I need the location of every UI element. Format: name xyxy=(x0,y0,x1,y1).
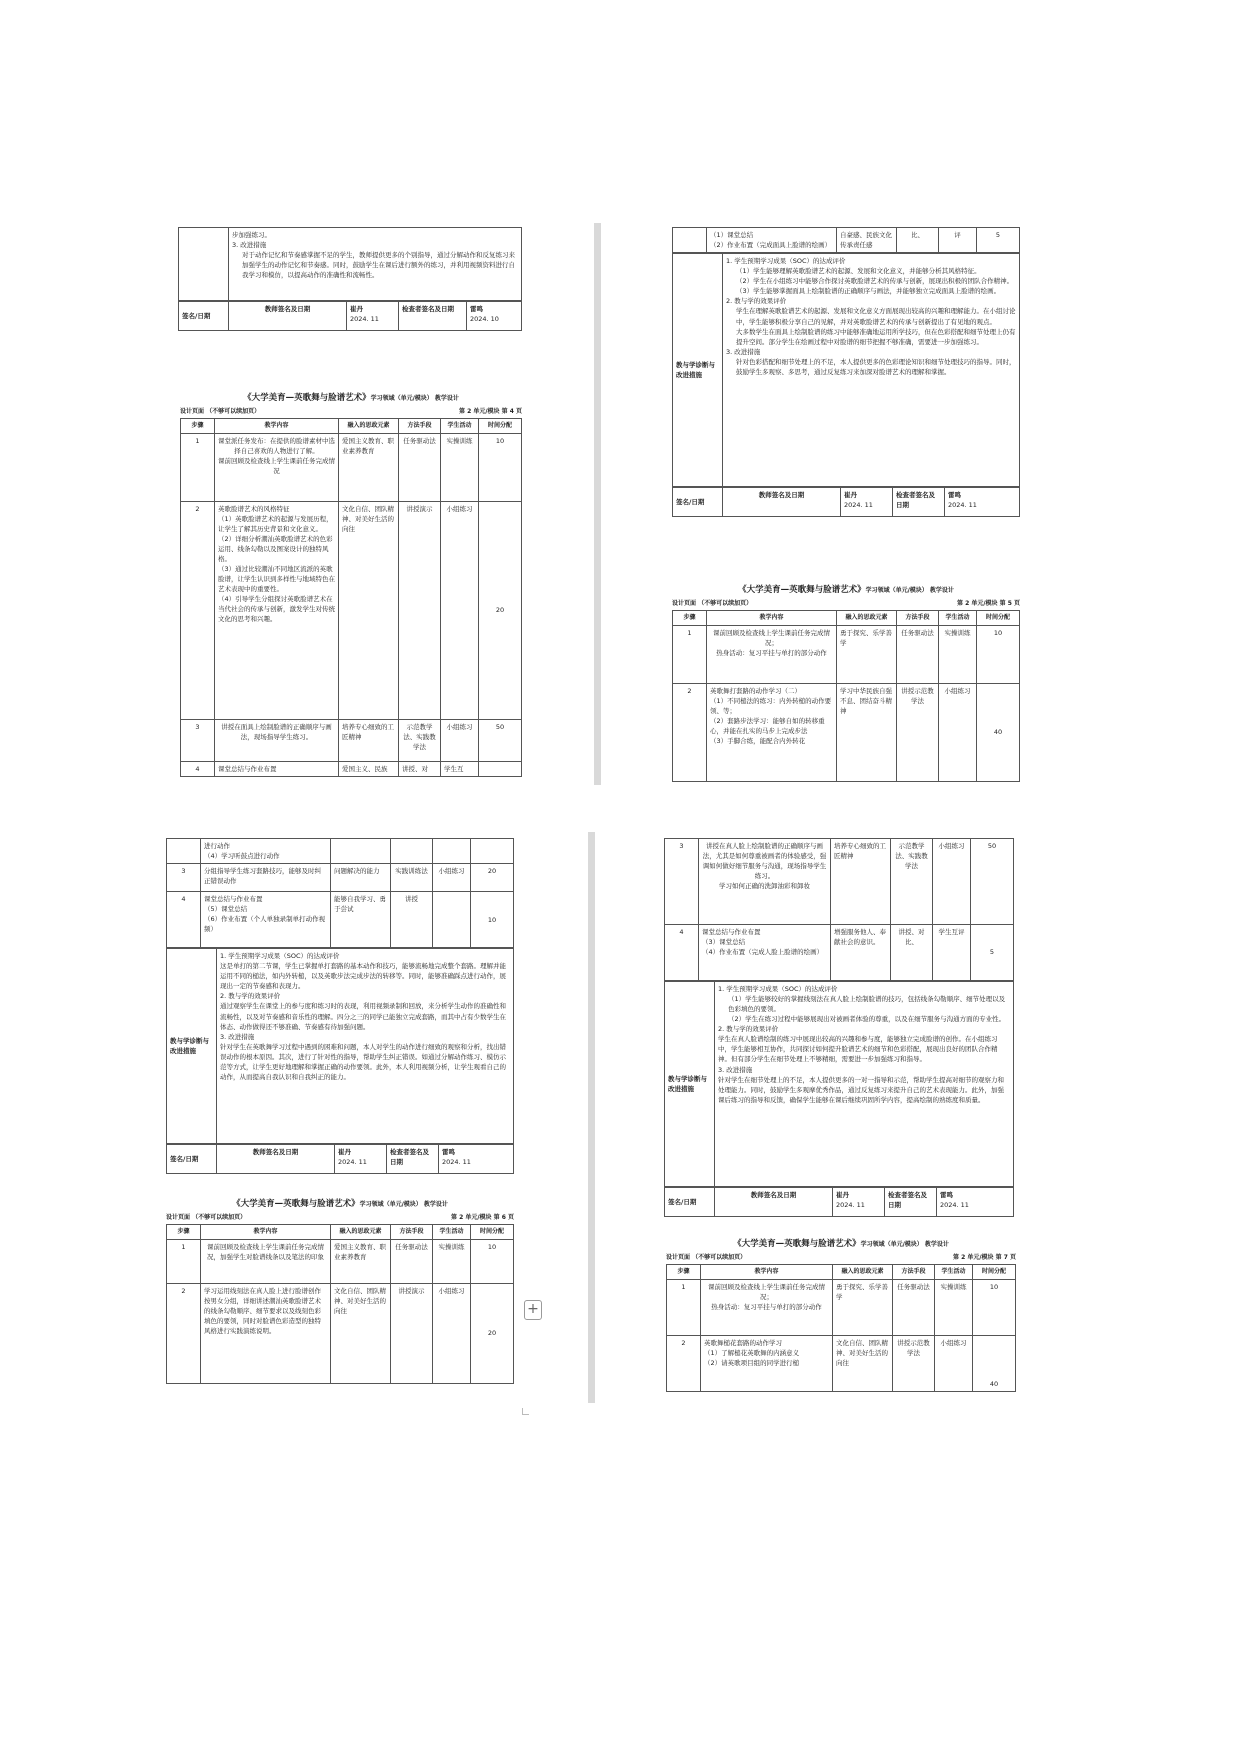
table-row: 4 课堂总结与作业布置 （3）课堂总结 （4）作业布置（完成人脸上脸谱的绘画） 增强服务他人、奉献社会的意识。 讲授、对比、 学生互评 5 xyxy=(665,925,1014,981)
lesson-table xyxy=(180,418,522,776)
diag-label: 教与学诊断与改进措施 xyxy=(673,254,723,487)
spread-divider-bottom xyxy=(588,832,595,1403)
unit-page: 第 2 单元/模块 第 7 页 xyxy=(953,1254,1016,1262)
page-lesson-5: 《大学美育—英歌舞与脸谱艺术》学习领域（单元/模块） 教学设计 设计页面 （不够可以续加页） 第 2 单元/模块 第 5 页 步骤 教学内容 融入的思政元素 方法手段 学生活动 时间分配 1 课前回顾及检查线上学生课前任务完成情况； 热身活动：复习平挂与单打的部分动作 勇于探究、乐学善学 任务驱动法 实操训练 10 2 英歌舞打套路的动作学习（二） （1）不同槌法的练习：内外转槌的动作要领、等； （2）套路步法学习：能够自如的转移重心，并能在扎实的马步上完成步法 （3）手脚合练，能配合内外转花 学习中华民族自强不息、团结奋斗精神 讲授示范教学法 小组练习 40 xyxy=(672,584,1020,782)
p1-text-2: 3. 改进措施 xyxy=(232,241,267,250)
col-method: 方法手段 xyxy=(399,419,441,433)
page-3-fragment: （1）课堂总结 （2）作业布置（完成面具上脸谱的绘画） 自豪感、民族文化传承责任感 比、 评 5 教与学诊断与改进措施 1. 学生预期学习成果（SOC）的达成评价 （1）学生能够理解英歌脸谱艺术的起源、发展和文化意义，并能够分析其风格特征。 （2）学生在小组练习中能够合作探讨英歌脸谱艺术的传承与创新，展现出积极的团队合作精神。 （3）学生能够掌握面具上绘制脸谱的正确顺序与画法，并能够独立完成面具上脸谱的绘画。 2. 教与学的效果评价 学生在理解英歌脸谱艺术的起源、发展和文化意义方面展现出较高的兴趣和理解能力。在小组讨论中，学生能够积极分享自己的见解，并对英歌脸谱艺术的传承与创新提出了有见地的观点。 大多数学生在面具上绘制脸谱的练习中能够准确地运用所学技巧，但在色彩搭配和细节处理上仍有提升空间。部分学生在绘画过程中对脸谱的细节把握不够准确，需要进一步加强练习。 3. 改进措施 针对色彩搭配和细节处理上的不足，本人提供更多的色彩理论知识和细节处理技巧的指导。同时，鼓励学生多观察、多思考，通过反复练习来加深对脸谱艺术的理解和掌握。 签名/日期 教师签名及日期 崔丹 2024. 11 检查者签名及日期 雷鸣 2024. 11 xyxy=(672,227,1020,517)
col-content: 教学内容 xyxy=(215,419,339,433)
page-1-fragment xyxy=(178,227,522,331)
table-row: 1 课前回顾及检查线上学生课前任务完成情况； 热身活动：复习平挂与单打的部分动作 勇于探究、乐学善学 任务驱动法 实操训练 10 xyxy=(673,625,1020,683)
p1-text-1: 步加强练习。 xyxy=(232,231,271,239)
doc-title-suffix: 学习领域（单元/模块） 教学设计 xyxy=(370,395,459,402)
table-row: 3 讲授在面具上绘制脸谱的正确顺序与画法，现场指导学生练习。 培养专心细致的工匠精神 示范教学法、实践教学法 小组练习 50 xyxy=(181,719,522,761)
spread-divider-top xyxy=(594,223,601,785)
page-lesson-6: 《大学美育—英歌舞与脸谱艺术》学习领域（单元/模块） 教学设计 设计页面 （不够可以续加页） 第 2 单元/模块 第 6 页 步骤 教学内容 融入的思政元素 方法手段 学生活动 时间分配 1 课前回顾及检查线上学生课前任务完成情况，加强学生对脸谱线条以及笔法的印象 爱国主义教育、职业素养教育 任务驱动法 实操训练 10 2 学习运用线刻法在真人脸上进行脸谱创作 按男女分组，详细讲述潮汕英歌脸谱艺术的线条勾勒顺序、细节要求以及线刻色彩填色的要领，同时对脸谱色彩造型的独特风格进行实践演练说明。 文化自信、团队精神、对美好生活的向往 讲授演示 小组练习 20 xyxy=(166,1198,514,1384)
lesson-table: 步骤 教学内容 融入的思政元素 方法手段 学生活动 时间分配 1 课前回顾及检查线上学生课前任务完成情况； 热身活动：复习平挂与单打的部分动作 勇于探究、乐学善学 任务驱动法 实操训练 10 2 英歌舞槌花套路的动作学习 （1）了解槌花英歌舞的内涵意义 （2）请英歌项目组的同学进行槌 文化自信、团队精神、对美好生活的向往 讲授示范教学法 小组练习 40 xyxy=(666,1264,1016,1391)
table-row: 1 课前回顾及检查线上学生课前任务完成情况，加强学生对脸谱线条以及笔法的印象 爱国主义教育、职业素养教育 任务驱动法 实操训练 10 xyxy=(167,1239,514,1283)
table-row: 4 课堂总结与作业布置 （5）课堂总结 （6）作业布置（个人单独录制单打动作视频） 能够自我学习、勇于尝试 讲授 10 xyxy=(167,892,514,948)
page-5-fragment: 进行动作 （4）学习听鼓点进行动作 3 分组指导学生练习套路技巧，能够及时纠正错误动作 问题解决的能力 实践训练法 小组练习 20 4 课堂总结与作业布置 （5）课堂总结 （6）作业布置（个人单独录制单打动作视频） 能够自我学习、勇于尝试 讲授 10 教与学诊断与改进措施 1. 学生预期学习成果（SOC）的达成评价 这是单打的第二节课，学生已掌握单打套路的基本动作和技巧，能够流畅地完成整个套路。理解并能运用不同的槌法，如内外转槌，以及英歌步法完成步法的转移等。同时，能够准确踩点进行动作，展现出一定的节奏感和表现力。 2. 教与学的效果评价 通过观察学生在课堂上的参与度和练习时的表现，利用视频录制和回放，来分析学生动作的准确性和流畅性，以及对节奏感和音乐性的理解。四分之三的同学已能独立完成套路，而其中占有少数学生在体态、动作做得还不够准确、节奏感有待加强问题。 3. 改进措施 针对学生在英歌舞学习过程中遇到的困难和问题，本人对学生的动作进行细致的观察和分析，找出错误动作的根本原因。其次，进行了针对性的指导，帮助学生纠正错误。如通过分解动作练习、模仿示范等方式，让学生更好地理解和掌握正确的动作要领。此外，本人利用视频分析，让学生观看自己的动作，从而提高自我认识和自我纠正的能力。 签名/日期 教师签名及日期 崔丹 2024. 11 检查者签名及日期 雷鸣 2024. 11 xyxy=(166,838,514,1174)
unit-page: 第 2 单元/模块 第 6 页 xyxy=(451,1214,514,1222)
teacher-sign-label: 教师签名及日期 xyxy=(229,302,347,331)
table-row: 进行动作 （4）学习听鼓点进行动作 xyxy=(167,839,514,864)
page-corner-mark xyxy=(522,1408,529,1415)
sign-label: 签名/日期 xyxy=(179,302,229,331)
table-row: 2 英歌脸谱艺术的风格特征 （1）英歌脸谱艺术的起源与发展历程，让学生了解其历史背景和文化意义。 （2）详细分析潮汕英歌脸谱艺术的色彩运用、线条勾勒以及图案设计的独特风格。 （3）通过比较潮汕不同地区流派的英歌脸谱，让学生认识到多样性与地域特色在艺术表现中的重要性。 （4）引导学生分组探讨英歌脸谱艺术在当代社会的传承与创新，激发学生对传统文化的思考和兴趣。 文化自信、团队精神、对美好生活的向往 讲授演示 小组练习 20 xyxy=(181,501,522,719)
lesson-table: 步骤 教学内容 融入的思政元素 方法手段 学生活动 时间分配 1 课前回顾及检查线上学生课前任务完成情况，加强学生对脸谱线条以及笔法的印象 爱国主义教育、职业素养教育 任务驱动法 实操训练 10 2 学习运用线刻法在真人脸上进行脸谱创作 按男女分组，详细讲述潮汕英歌脸谱艺术的线条勾勒顺序、细节要求以及线刻色彩填色的要领，同时对脸谱色彩造型的独特风格进行实践演练说明。 文化自信、团队精神、对美好生活的向往 讲授演示 小组练习 20 xyxy=(166,1224,514,1383)
teacher-name: 崔丹 xyxy=(350,305,363,313)
table-row: （1）课堂总结 （2）作业布置（完成面具上脸谱的绘画） 自豪感、民族文化传承责任感 比、 评 5 xyxy=(673,228,1020,253)
lesson-table xyxy=(166,838,514,948)
reviewer-date: 2024. 10 xyxy=(470,315,499,324)
page-lesson-4 xyxy=(180,392,522,777)
lesson-table xyxy=(664,838,1014,981)
table-row: 3 分组指导学生练习套路技巧，能够及时纠正错误动作 问题解决的能力 实践训练法 小组练习 20 xyxy=(167,864,514,892)
design-page-label: 设计页面 （不够可以续加页） xyxy=(180,408,261,416)
page-lesson-7: 《大学美育—英歌舞与脸谱艺术》学习领域（单元/模块） 教学设计 设计页面 （不够可以续加页） 第 2 单元/模块 第 7 页 步骤 教学内容 融入的思政元素 方法手段 学生活动 时间分配 1 课前回顾及检查线上学生课前任务完成情况； 热身活动：复习平挂与单打的部分动作 勇于探究、乐学善学 任务驱动法 实操训练 10 2 英歌舞槌花套路的动作学习 （1）了解槌花英歌舞的内涵意义 （2）请英歌项目组的同学进行槌 文化自信、团队精神、对美好生活的向往 讲授示范教学法 小组练习 40 xyxy=(666,1238,1016,1392)
teacher-date: 2024. 11 xyxy=(350,315,379,324)
table-row: 2 英歌舞打套路的动作学习（二） （1）不同槌法的练习：内外转槌的动作要领、等； （2）套路步法学习：能够自如的转移重心，并能在扎实的马步上完成步法 （3）手脚合练，能配合内外转花 学习中华民族自强不息、团结奋斗精神 讲授示范教学法 小组练习 40 xyxy=(673,683,1020,781)
diag-text: 1. 学生预期学习成果（SOC）的达成评价 （1）学生能够理解英歌脸谱艺术的起源、发展和文化意义，并能够分析其风格特征。 （2）学生在小组练习中能够合作探讨英歌脸谱艺术的传承与创新，展现出积极的团队合作精神。 （3）学生能够掌握面具上绘制脸谱的正确顺序与画法，并能够独立完成面具上脸谱的绘画。 2. 教与学的效果评价 学生在理解英歌脸谱艺术的起源、发展和文化意义方面展现出较高的兴趣和理解能力。在小组讨论中，学生能够积极分享自己的见解，并对英歌脸谱艺术的传承与创新提出了有见地的观点。 大多数学生在面具上绘制脸谱的练习中能够准确地运用所学技巧，但在色彩搭配和细节处理上仍有提升空间。部分学生在绘画过程中对脸谱的细节把握不够准确，需要进一步加强练习。 3. 改进措施 针对色彩搭配和细节处理上的不足，本人提供更多的色彩理论知识和细节处理技巧的指导。同时，鼓励学生多观察、多思考，通过反复练习来加深对脸谱艺术的理解和掌握。 xyxy=(723,254,1020,487)
add-page-button[interactable]: + xyxy=(524,1300,542,1320)
page-7-fragment: 3 讲授在真人脸上绘制脸谱的正确顺序与画法，尤其是如何尊重被画者的体验感受，强调如何做好细节服务与沟通，现场指导学生练习。 学习如何正确的洗卸油彩和卸妆 培养专心细致的工匠精神 示范教学法、实践教学法 小组练习 50 4 课堂总结与作业布置 （3）课堂总结 （4）作业布置（完成人脸上脸谱的绘画） 增强服务他人、奉献社会的意识。 讲授、对比、 学生互评 5 教与学诊断与改进措施 1. 学生预期学习成果（SOC）的达成评价 （1）学生能够较好的掌握线刻法在真人脸上绘制脸谱的技巧，包括线条勾勒顺序、细节处理以及色彩填色的要领。 （2）学生在练习过程中能够展现出对被画者体验的尊重，以及在细节服务与沟通方面的专业性。 2. 教与学的效果评价 学生在真人脸谱绘制的练习中展现出较高的兴趣和参与度，能够独立完成脸谱的创作。在小组练习中，学生能够相互协作，共同探讨如何提升脸谱艺术的细节和色彩搭配，展现出良好的团队合作精神。但有部分学生在细节处理上不够精细，需要进一步加强练习和指导。 3. 改进措施 针对学生在细节处理上的不足，本人提供更多的一对一指导和示范，帮助学生提高对细节的观察力和处理能力。同时，鼓励学生多观摩优秀作品，通过反复练习来提升自己的艺术表现能力。此外，加强课后练习的指导和反馈，确保学生能够在课后继续巩固所学内容，提高绘制的熟练度和质量。 签名/日期 教师签名及日期 崔丹 2024. 11 检查者签名及日期 雷鸣 2024. 11 xyxy=(664,838,1014,1217)
col-activity: 学生活动 xyxy=(441,419,479,433)
reviewer-label: 检查者签名及日期 xyxy=(399,302,467,331)
unit-page: 第 2 单元/模块 第 4 页 xyxy=(459,408,522,416)
diag-text: 1. 学生预期学习成果（SOC）的达成评价 这是单打的第二节课，学生已掌握单打套路的基本动作和技巧，能够流畅地完成整个套路。理解并能运用不同的槌法，如内外转槌，以及英歌步法完成步法的转移等。同时，能够准确踩点进行动作，展现出一定的节奏感和表现力。 2. 教与学的效果评价 通过观察学生在课堂上的参与度和练习时的表现，利用视频录制和回放，来分析学生动作的准确性和流畅性，以及对节奏感和音乐性的理解。四分之三的同学已能独立完成套路，而其中占有少数学生在体态、动作做得还不够准确、节奏感有待加强问题。 3. 改进措施 针对学生在英歌舞学习过程中遇到的困难和问题，本人对学生的动作进行细致的观察和分析，找出错误动作的根本原因。其次，进行了针对性的指导，帮助学生纠正错误。如通过分解动作练习、模仿示范等方式，让学生更好地理解和掌握正确的动作要领。此外，本人利用视频分析，让学生观看自己的动作，从而提高自我认识和自我纠正的能力。 xyxy=(217,949,514,1144)
reviewer-name: 雷鸣 xyxy=(470,305,483,313)
p1-text-3: 对于动作记忆和节奏感掌握不足的学生，教师提供更多的个别指导，通过分解动作和反复练习来加强学生的动作记忆和节奏感。同时，鼓励学生在课后进行额外的练习，并利用视频资料进行自我学习和模仿，以提高动作的准确性和流畅性。 xyxy=(242,251,515,280)
col-ideology: 融入的思政元素 xyxy=(339,419,399,433)
diag-text: 1. 学生预期学习成果（SOC）的达成评价 （1）学生能够较好的掌握线刻法在真人脸上绘制脸谱的技巧，包括线条勾勒顺序、细节处理以及色彩填色的要领。 （2）学生在练习过程中能够展现出对被画者体验的尊重，以及在细节服务与沟通方面的专业性。 2. 教与学的效果评价 学生在真人脸谱绘制的练习中展现出较高的兴趣和参与度，能够独立完成脸谱的创作。在小组练习中，学生能够相互协作，共同探讨如何提升脸谱艺术的细节和色彩搭配，展现出良好的团队合作精神。但有部分学生在细节处理上不够精细，需要进一步加强练习和指导。 3. 改进措施 针对学生在细节处理上的不足，本人提供更多的一对一指导和示范，帮助学生提高对细节的观察力和处理能力。同时，鼓励学生多观摩优秀作品，通过反复练习来提升自己的艺术表现能力。此外，加强课后练习的指导和反馈，确保学生能够在课后继续巩固所学内容，提高绘制的熟练度和质量。 xyxy=(715,982,1014,1187)
table-row: 4 课堂总结与作业布置 爱国主义、民族 讲授、对 学生互 xyxy=(181,761,522,776)
table-row: 2 学习运用线刻法在真人脸上进行脸谱创作 按男女分组，详细讲述潮汕英歌脸谱艺术的线条勾勒顺序、细节要求以及线刻色彩填色的要领，同时对脸谱色彩造型的独特风格进行实践演练说明。 文化自信、团队精神、对美好生活的向往 讲授演示 小组练习 20 xyxy=(167,1283,514,1383)
table-row: 1 课前回顾及检查线上学生课前任务完成情况； 热身活动：复习平挂与单打的部分动作 勇于探究、乐学善学 任务驱动法 实操训练 10 xyxy=(667,1279,1016,1335)
col-step: 步骤 xyxy=(181,419,215,433)
doc-title: 《大学美育—英歌舞与脸谱艺术》 xyxy=(243,393,371,403)
lesson-table: 步骤 教学内容 融入的思政元素 方法手段 学生活动 时间分配 1 课前回顾及检查线上学生课前任务完成情况； 热身活动：复习平挂与单打的部分动作 勇于探究、乐学善学 任务驱动法 实操训练 10 2 英歌舞打套路的动作学习（二） （1）不同槌法的练习：内外转槌的动作要领、等； （2）套路步法学习：能够自如的转移重心，并能在扎实的马步上完成步法 （3）手脚合练，能配合内外转花 学习中华民族自强不息、团结奋斗精神 讲授示范教学法 小组练习 40 xyxy=(672,610,1020,781)
table-row: 3 讲授在真人脸上绘制脸谱的正确顺序与画法，尤其是如何尊重被画者的体验感受，强调如何做好细节服务与沟通，现场指导学生练习。 学习如何正确的洗卸油彩和卸妆 培养专心细致的工匠精神 示范教学法、实践教学法 小组练习 50 xyxy=(665,839,1014,925)
table-row: 1 课堂派任务发布：在提供的脸谱素材中选择自己喜欢的人物进行了解。 课前回顾及检查线上学生课前任务完成情况 爱国主义教育、职业素养教育 任务驱动法 实操训练 10 xyxy=(181,433,522,501)
unit-page: 第 2 单元/模块 第 5 页 xyxy=(957,600,1020,608)
table-row: 2 英歌舞槌花套路的动作学习 （1）了解槌花英歌舞的内涵意义 （2）请英歌项目组的同学进行槌 文化自信、团队精神、对美好生活的向往 讲授示范教学法 小组练习 40 xyxy=(667,1335,1016,1391)
col-time: 时间分配 xyxy=(479,419,522,433)
